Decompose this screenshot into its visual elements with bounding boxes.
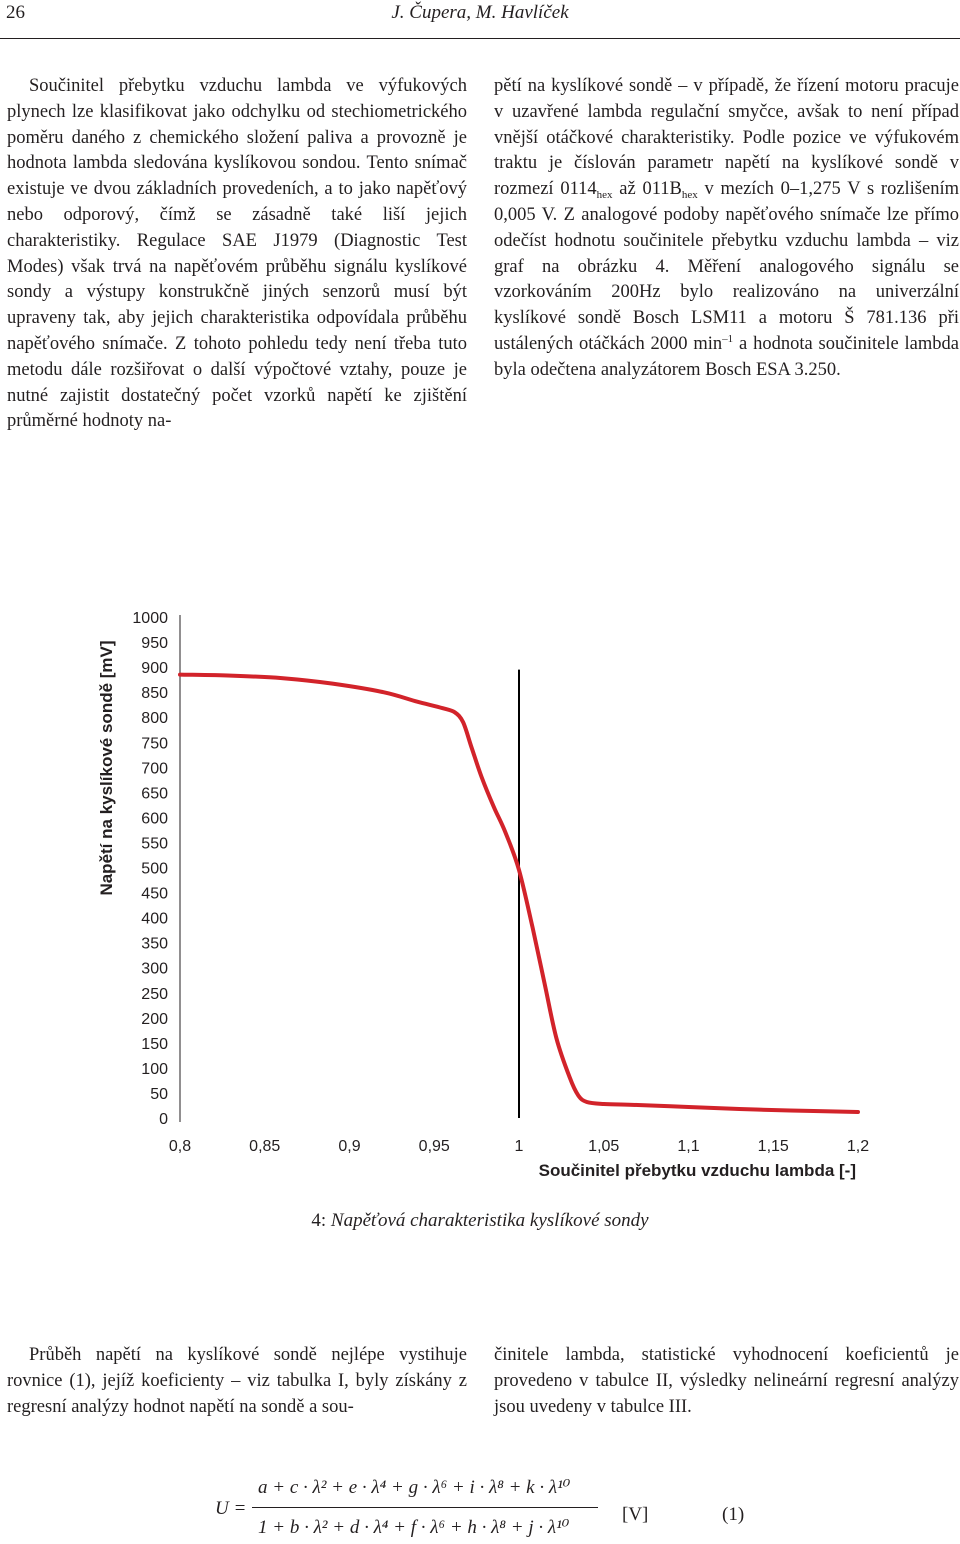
y-tick-label: 100	[141, 1060, 168, 1078]
equation-number: (1)	[722, 1504, 745, 1525]
x-tick-label: 0,85	[249, 1138, 281, 1155]
y-tick-label: 600	[141, 810, 168, 828]
subscript-hex-2: hex	[681, 189, 698, 202]
x-tick-label: 0,9	[338, 1138, 361, 1155]
paragraph-lambda-measurement	[494, 74, 959, 384]
subscript-hex-1: hex	[596, 189, 613, 202]
equation-1	[0, 1470, 960, 1544]
voltage-characteristic-chart	[0, 590, 960, 1195]
top-right-column	[494, 74, 959, 384]
y-tick-label: 400	[141, 910, 168, 928]
y-tick-label: 0	[159, 1111, 168, 1128]
header-rule	[0, 38, 960, 39]
y-tick-label: 750	[141, 735, 168, 753]
y-tick-label: 200	[141, 1010, 168, 1028]
figure-number: 4:	[311, 1210, 331, 1231]
superscript-min: –1	[722, 332, 734, 345]
y-axis-label: Napětí na kyslíkové sondě [mV]	[97, 640, 116, 896]
y-tick-label: 500	[141, 860, 168, 878]
text-part-1: pětí na kyslíkové sondě – v případě, že řízení motoru pracuje v uzavřené lambda regulační smyčce, avšak to není případ vnější otáčkové charakteristiky. Podle pozice ve výfukovém traktu je číslován parametr napětí na kyslíkové sondě v rozmezí 0114	[494, 76, 959, 200]
text-part-4: a hodnota součinitele lambda byla odečtena analyzátorem Bosch ESA 3.250.	[494, 333, 959, 380]
equation-denominator: 1 + b · λ² + d · λ⁴ + f · λ⁶ + h · λ⁸ + j · λ¹⁰	[258, 1517, 570, 1538]
x-tick-label: 0,8	[168, 1138, 192, 1155]
x-tick-label: 1,2	[846, 1138, 870, 1155]
figure-caption-text: Napěťová charakteristika kyslíkové sondy	[330, 1210, 649, 1231]
bottom-left-column	[7, 1343, 467, 1420]
page-number: 26	[6, 2, 25, 23]
x-tick-label: 0,95	[418, 1138, 450, 1155]
x-axis-tick-labels	[169, 1138, 869, 1155]
y-tick-label: 450	[141, 885, 168, 903]
paragraph-equation-tables: činitele lambda, statistické vyhodnocení koeficientů je provedeno v tabulce II, výsledky nelineární regresní analýzy jsou uvedeny v tabulce III.	[494, 1345, 959, 1417]
equation-numerator: a + c · λ² + e · λ⁴ + g · λ⁶ + i · λ⁸ + k · λ¹⁰	[258, 1477, 571, 1498]
bottom-right-column	[494, 1343, 959, 1420]
y-tick-label: 950	[141, 635, 168, 653]
y-tick-label: 850	[141, 685, 168, 703]
top-left-column	[7, 74, 467, 435]
y-tick-label: 150	[141, 1035, 168, 1053]
paragraph-lambda-intro: Součinitel přebytku vzduchu lambda ve výfukových plynech lze klasifikovat jako odchylku od stechiometrického poměru daného z chemického složení paliva a provozně je hodnota lambda sledována kyslíkovou sondou. Tento snímač existuje ve dvou základních provedeních, a to jako napěťový nebo odporový, čímž se zásadně také liší jejich charakteristiky. Regulace SAE J1979 (Diagnostic Test Modes) však trvá na napěťovém průběhu signálu kyslíkové sondy a výstupy konstrukčně jiných senzorů musí být upraveny tak, aby jejich charakteristika odpovídala průběhu napěťového snímače. Z tohoto pohledu tedy není třeba tuto metodu dále rozšiřovat o další výpočtové vztahy, pouze je nutné zajistit dostatečný počet vzorků napětí ke zjištění průměrné hodnoty na-	[7, 76, 467, 432]
y-tick-label: 550	[141, 835, 168, 853]
x-tick-label: 1,05	[588, 1138, 620, 1155]
fraction-bar	[252, 1507, 598, 1508]
y-axis-tick-labels	[132, 610, 168, 1128]
y-tick-label: 50	[150, 1085, 168, 1103]
y-tick-label: 800	[141, 710, 168, 728]
text-part-3: v mezích 0–1,275 V s rozlišením 0,005 V. Z analogové podoby napěťového snímače lze přímo odečíst hodnotu součinitele přebytku vzduchu lambda – viz graf na obrázku 4. Měření analogového signálu se vzorkováním 200Hz bylo realizováno na univerzální kyslíkové sondě Bosch LSM11 a motoru Š 781.136 při ustálených otáčkách 2000 min	[494, 179, 960, 354]
equation-lhs: U =	[215, 1498, 247, 1519]
y-tick-label: 250	[141, 985, 168, 1003]
y-tick-label: 350	[141, 935, 168, 953]
y-tick-label: 1000	[132, 610, 168, 627]
equation-unit: [V]	[622, 1504, 649, 1525]
figure-caption	[0, 1210, 960, 1232]
x-axis-label: Součinitel přebytku vzduchu lambda [-]	[538, 1161, 856, 1180]
y-tick-label: 700	[141, 760, 168, 778]
x-tick-label: 1	[514, 1138, 524, 1155]
y-tick-label: 900	[141, 660, 168, 678]
x-tick-label: 1,15	[757, 1138, 789, 1155]
x-tick-label: 1,1	[677, 1138, 700, 1155]
paragraph-equation-intro: Průběh napětí na kyslíkové sondě nejlépe vystihuje rovnice (1), jejíž koeficienty – viz tabulka I, byly získány z regresní analýzy hodnot napětí na sondě a sou-	[7, 1345, 467, 1417]
running-header-authors: J. Čupera, M. Havlíček	[391, 2, 569, 23]
y-tick-label: 650	[141, 785, 168, 803]
y-tick-label: 300	[141, 960, 168, 978]
text-part-2: až 011B	[612, 179, 682, 200]
